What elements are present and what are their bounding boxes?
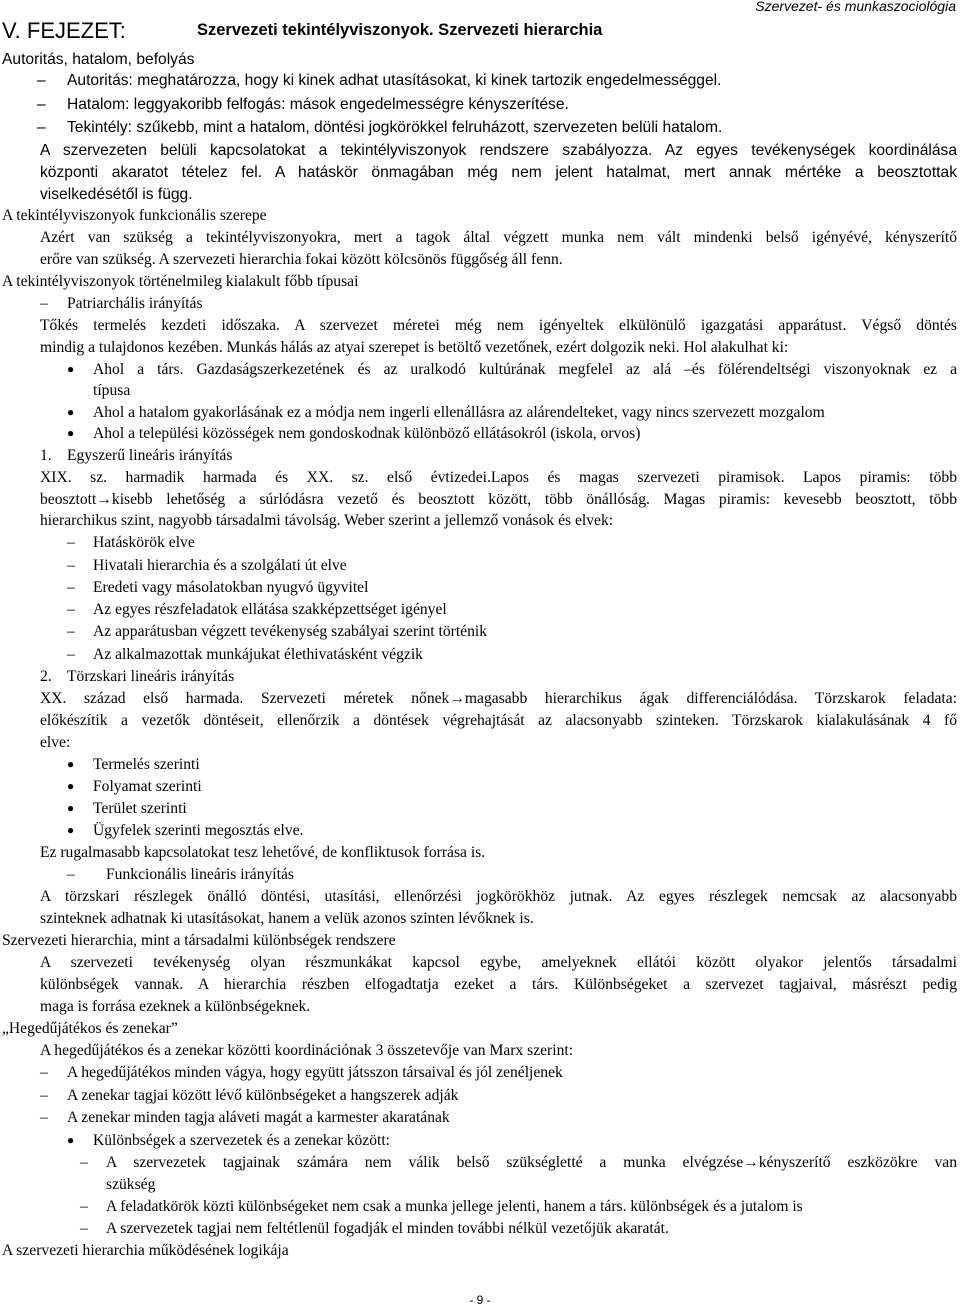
paragraph-line: elve: bbox=[40, 734, 71, 751]
dash-marker: – bbox=[37, 119, 46, 136]
section-heading: „Hegedűjátékos és zenekar” bbox=[2, 1020, 178, 1037]
dash-marker: – bbox=[80, 1220, 88, 1237]
list-item: szükség bbox=[106, 1176, 156, 1193]
list-item: A feladatkörök közti különbségeket nem csak a munka jellege jelenti, hanem a társ. különbségek és a jutalom is bbox=[106, 1198, 803, 1215]
dash-marker: – bbox=[67, 534, 75, 551]
bullet-marker: ● bbox=[67, 823, 75, 837]
dash-marker: – bbox=[40, 1109, 48, 1126]
dash-marker: – bbox=[40, 1087, 48, 1104]
bullet-marker: ● bbox=[67, 757, 75, 771]
paragraph-line: A törzskari részlegek önálló döntési, utasítási, ellenőrzési jogkörökhöz jutnak. Az egyes részlegek nemcsak az alacsonyabb bbox=[40, 888, 957, 905]
list-item: Ahol a hatalom gyakorlásának ez a módja nem ingerli ellenállásra az alárendelteket, vagy nincs szervezett mozgalom bbox=[93, 404, 825, 421]
dash-marker: – bbox=[67, 646, 75, 663]
bullet-marker: ● bbox=[67, 426, 75, 440]
bullet-marker: ● bbox=[67, 779, 75, 793]
number-marker: 2. bbox=[40, 668, 52, 685]
subheading: Törzskari lineáris irányítás bbox=[67, 668, 235, 685]
paragraph-line: előkészítik a vezetők döntéseit, ellenőrzik a döntések végrehajtását az alacsonyabb szinteken. Törzskarok kialakulásának 4 fő bbox=[40, 712, 957, 729]
bullet-marker: ● bbox=[67, 362, 75, 376]
dash-marker: – bbox=[40, 295, 48, 312]
paragraph-line: szinteknek adhatnak ki utasításokat, hanem a velük azonos szinten lévőknek is. bbox=[40, 910, 534, 927]
list-item: Ügyfelek szerinti megosztás elve. bbox=[93, 822, 304, 839]
paragraph-line: központi akaratot tételez fel. A hatáskör önmagában még nem jelent hatalmat, mert annak mértéke a beosztottak bbox=[40, 164, 957, 181]
paragraph-line: XIX. sz. harmadik harmada és XX. sz. első évtizedei.Lapos és magas szervezeti piramisok. Lapos piramis: több bbox=[40, 469, 957, 486]
chapter-label: V. FEJEZET: bbox=[2, 18, 126, 43]
list-item: Ahol a települési közösségek nem gondoskodnak különböző ellátásokról (iskola, orvos) bbox=[93, 425, 641, 442]
section-heading: A tekintélyviszonyok funkcionális szerepe bbox=[2, 207, 267, 224]
paragraph-line: maga is forrása ezeknek a különbségeknek. bbox=[40, 998, 311, 1015]
paragraph-line: beosztott→kisebb lehetőség a súrlódásra vezető és beosztott között, több önállóság. Magas piramis: kevesebb beosztott, több bbox=[40, 491, 957, 508]
list-item: Autoritás: meghatározza, hogy ki kinek adhat utasításokat, ki kinek tartozik engedelmességgel. bbox=[67, 72, 722, 89]
subheading: Funkcionális lineáris irányítás bbox=[106, 866, 294, 883]
paragraph-line: Tőkés termelés kezdeti időszaka. A szervezet méretei még nem igényeltek elkülönülő igazgatási apparátust. Végső döntés bbox=[40, 317, 957, 334]
list-item: A zenekar minden tagja aláveti magát a karmester akaratának bbox=[67, 1109, 450, 1126]
paragraph-line: A szervezeti tevékenység olyan részmunkákat kapcsol egybe, amelyeknek ellátói között olyakor jelentős társadalmi bbox=[40, 954, 957, 971]
list-item: Az apparátusban végzett tevékenység szabályai szerint történik bbox=[93, 623, 488, 640]
list-item: A szervezetek tagjainak számára nem válik belső szükségletté a munka elvégzése→kényszerítő eszközökre van bbox=[106, 1154, 957, 1171]
section-heading: Szervezeti hierarchia, mint a társadalmi különbségek rendszere bbox=[2, 932, 396, 949]
paragraph-line: Azért van szükség a tekintélyviszonyokra, mert a tagok által végzett munka nem vált mindenki belső igényévé, kényszerítő bbox=[40, 229, 957, 246]
subheading: Patriarchális irányítás bbox=[67, 295, 203, 312]
paragraph-line: XX. század első harmada. Szervezeti méretek nőnek→magasabb hierarchikus ágak differenciálódása. Törzskarok feladata: bbox=[40, 690, 957, 707]
list-item: Folyamat szerinti bbox=[93, 778, 202, 795]
running-head: Szervezet- és munkaszociológia bbox=[755, 0, 956, 14]
chapter-title: Szervezeti tekintélyviszonyok. Szervezeti hierarchia bbox=[197, 21, 603, 39]
paragraph-line: viselkedésétől is függ. bbox=[40, 186, 193, 203]
list-item: típusa bbox=[93, 382, 131, 399]
dash-marker: – bbox=[80, 1198, 88, 1215]
section-heading: Autoritás, hatalom, befolyás bbox=[2, 51, 195, 68]
list-item: Hivatali hierarchia és a szolgálati út elve bbox=[93, 557, 347, 574]
dash-marker: – bbox=[67, 601, 75, 618]
paragraph-line: mindig a tulajdonos kezében. Munkás hálás az atyai szerepet is betöltő vezetőnek, ezért dolgozik neki. Hol alakulhat ki: bbox=[40, 339, 789, 356]
list-item: A szervezetek tagjai nem feltétlenül fogadják el minden további nélkül vezetőjük akaratát. bbox=[106, 1220, 669, 1237]
list-item: Hatáskörök elve bbox=[93, 534, 195, 551]
list-item: Eredeti vagy másolatokban nyugvó ügyvitel bbox=[93, 579, 369, 596]
paragraph-line: A szervezeten belüli kapcsolatokat a tekintélyviszonyok rendszere szabályozza. Az egyes tevékenységek koordinálása bbox=[40, 142, 957, 159]
list-item: A hegedűjátékos minden vágya, hogy együtt játsszon társaival és jól zenéljenek bbox=[67, 1064, 563, 1081]
list-item: Tekintély: szűkebb, mint a hatalom, döntési jogkörökkel felruházott, szervezeten belüli hatalom. bbox=[67, 119, 723, 136]
number-marker: 1. bbox=[40, 447, 52, 464]
list-item: Az alkalmazottak munkájukat élethivatásként végzik bbox=[93, 646, 423, 663]
list-item: Különbségek a szervezetek és a zenekar között: bbox=[93, 1132, 391, 1149]
page-number: - 9 - bbox=[469, 1293, 491, 1307]
paragraph-line: erőre van szükség. A szervezeti hierarchia fokai között kölcsönös függőség áll fenn. bbox=[40, 251, 563, 268]
list-item: Hatalom: leggyakoribb felfogás: mások engedelmességre kényszerítése. bbox=[67, 96, 569, 113]
dash-marker: – bbox=[40, 1064, 48, 1081]
dash-marker: – bbox=[67, 623, 75, 640]
paragraph-line: hierarchikus szint, nagyobb társadalmi távolság. Weber szerint a jellemző vonások és elvek: bbox=[40, 512, 614, 529]
dash-marker: – bbox=[80, 1154, 88, 1171]
list-item: Az egyes részfeladatok ellátása szakképzettséget igényel bbox=[93, 601, 447, 618]
section-heading: A tekintélyviszonyok történelmileg kialakult főbb típusai bbox=[2, 273, 359, 290]
bullet-marker: ● bbox=[67, 801, 75, 815]
subheading: Egyszerű lineáris irányítás bbox=[67, 447, 233, 464]
list-item: A zenekar tagjai között lévő különbségeket a hangszerek adják bbox=[67, 1087, 459, 1104]
dash-marker: – bbox=[67, 557, 75, 574]
dash-marker: – bbox=[37, 72, 46, 89]
paragraph-line: A hegedűjátékos és a zenekar közötti koordinációnak 3 összetevője van Marx szerint: bbox=[40, 1042, 574, 1059]
list-item: Terület szerinti bbox=[93, 800, 187, 817]
paragraph-line: különbségek vannak. A hierarchia részben elfogadtatja ezeket a társ. Különbségeket a szervezet tagjaival, másrészt pedig bbox=[40, 976, 957, 993]
list-item: Termelés szerinti bbox=[93, 756, 200, 773]
paragraph-line: Ez rugalmasabb kapcsolatokat tesz lehetővé, de konfliktusok forrása is. bbox=[40, 844, 486, 861]
section-heading: A szervezeti hierarchia működésének logikája bbox=[2, 1242, 289, 1259]
bullet-marker: ● bbox=[67, 405, 75, 419]
dash-marker: – bbox=[37, 96, 46, 113]
bullet-marker: ● bbox=[67, 1133, 75, 1147]
dash-marker: – bbox=[67, 866, 75, 883]
dash-marker: – bbox=[67, 579, 75, 596]
list-item: Ahol a társ. Gazdaságszerkezetének és az uralkodó kultúrának megfelel az alá –és fölérendeltségi viszonyoknak ez a bbox=[93, 361, 957, 378]
